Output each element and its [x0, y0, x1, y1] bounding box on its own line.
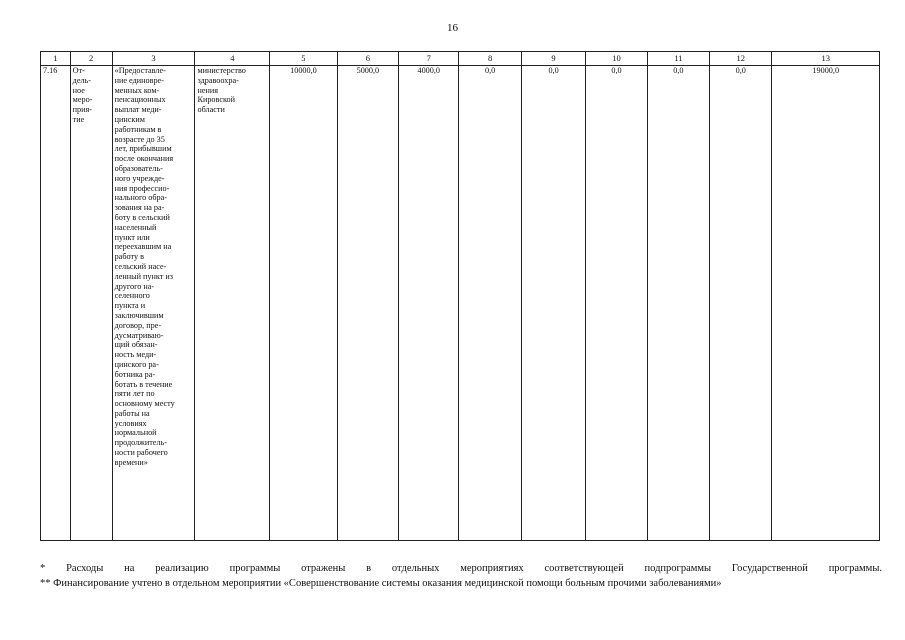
budget-table — [40, 51, 880, 541]
header-cell: 2 — [70, 52, 112, 66]
value-cell: 0,0 — [710, 66, 772, 541]
header-cell: 12 — [710, 52, 772, 66]
page-number: 16 — [447, 22, 458, 34]
value-cell: 0,0 — [521, 66, 585, 541]
item-code-cell: 7.16 — [41, 66, 71, 541]
value-cell: 0,0 — [459, 66, 521, 541]
value-cell: 5000,0 — [337, 66, 398, 541]
footnote-1: * Расходы на реализацию программы отражены в отдельных мероприятиях соответствующей подпрограммы Государственной программы. — [40, 563, 882, 574]
item-executor-cell: министерство здравоохра- нения Кировской области — [195, 66, 270, 541]
header-cell: 3 — [112, 52, 195, 66]
header-cell: 8 — [459, 52, 521, 66]
header-cell: 11 — [647, 52, 709, 66]
value-cell: 10000,0 — [270, 66, 338, 541]
table-header-row — [41, 52, 880, 66]
header-cell: 7 — [399, 52, 459, 66]
header-cell: 5 — [270, 52, 338, 66]
footnotes — [40, 561, 882, 591]
header-cell: 1 — [41, 52, 71, 66]
header-cell: 4 — [195, 52, 270, 66]
header-cell: 10 — [586, 52, 647, 66]
table-row — [41, 66, 880, 541]
footnote-2: ** Финансирование учтено в отдельном мероприятии «Совершенствование системы оказания медицинской помощи больным прочими заболеваниями» — [40, 578, 722, 589]
item-description-cell: «Предоставле- ние единовре- менных ком- пенсационных выплат меди- цинским работникам в возрасте до 35 лет, прибывшим после окончания образователь- ного учрежде- ния профессио- нального обра- зования на ра- боту в сельский населенный пункт или переехавшим на работу в сельский насе- ленный пункт из другого на- селенного пункта и заключившим договор, пре- дусматриваю- щий обязан- ность меди- цинского ра- ботника ра- ботать в течение пяти лет по основному месту работы на условиях нормальной продолжитель- ности рабочего времени» — [112, 66, 195, 541]
header-cell: 9 — [521, 52, 585, 66]
value-cell: 4000,0 — [399, 66, 459, 541]
value-cell: 0,0 — [586, 66, 647, 541]
header-cell: 13 — [772, 52, 880, 66]
total-value-cell: 19000,0 — [772, 66, 880, 541]
item-type-cell: От- дель- ное меро- прия- тие — [70, 66, 112, 541]
header-cell: 6 — [337, 52, 398, 66]
value-cell: 0,0 — [647, 66, 709, 541]
